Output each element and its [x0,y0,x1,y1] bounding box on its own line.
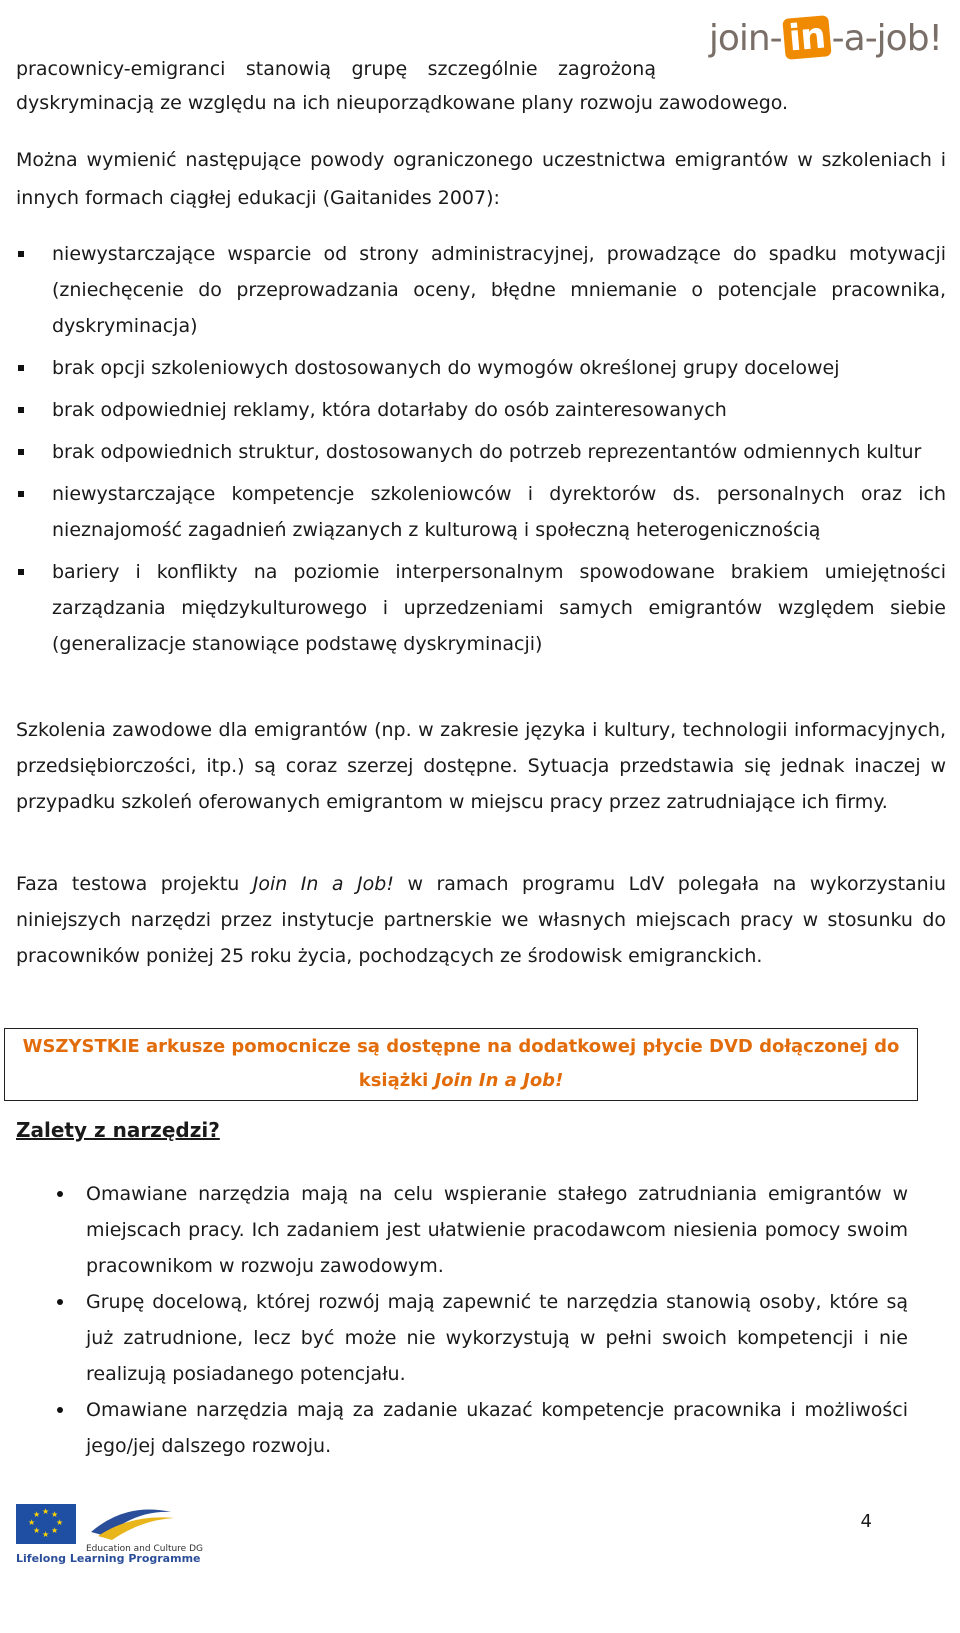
eu-flag-icon: ★ ★ ★ ★ ★ ★ ★ ★ [16,1504,76,1544]
reasons-list [16,236,946,668]
list-item: niewystarczające kompetencje szkoleniowców i dyrektorów ds. personalnych oraz ich nieznajomość zagadnień związanych z kulturową i społeczną heterogenicznością [16,476,946,548]
intro-line-2: dyskryminacją ze względu na ich nieuporządkowane plany rozwoju zawodowego. [16,92,789,114]
bullet-icon [57,1407,63,1413]
bullet-icon [57,1299,63,1305]
project-name: Join In a Job! [252,873,394,895]
list-item: Grupę docelową, której rozwój mają zapewnić te narzędzia stanowią osoby, które są już zatrudnione, lecz być może nie wykorzystują w pełni swoich kompetencji i nie realizują posiadanego potencjału. [16,1284,908,1392]
list-item: brak odpowiedniej reklamy, która dotarłaby do osób zainteresowanych [16,392,946,428]
intro-line-1: pracownicy-emigranci stanowią grupę szczególnie zagrożoną [16,58,656,80]
programme-label: Lifelong Learning Programme [16,1552,201,1565]
page-number: 4 [860,1511,872,1532]
square-bullet-icon [18,569,24,575]
advantages-list [16,1176,908,1464]
intro-paragraph [16,52,946,120]
square-bullet-icon [18,251,24,257]
join-in-a-job-logo: join- in -a-job! [708,15,942,60]
list-item: Omawiane narzędzia mają za zadanie ukazać kompetencje pracownika i możliwości jego/jej dalszego rozwoju. [16,1392,908,1464]
test-phase-paragraph: Faza testowa projektu Join In a Job! w ramach programu LdV polegała na wykorzystaniu niniejszych narzędzi przez instytucje partnerskie we własnych miejscach pracy w stosunku do pracowników poniżej 25 roku życia, pochodzących ze środowisk emigranckich. [16,873,946,967]
list-item: Omawiane narzędzia mają na celu wspieranie stałego zatrudniania emigrantów w miejscach pracy. Ich zadaniem jest ułatwienie pracodawcom niesienia pomocy swoim pracownikom w rozwoju zawodowym. [16,1176,908,1284]
bullet-icon [57,1191,63,1197]
dvd-note-box: WSZYSTKIE arkusze pomocnicze są dostępne na dodatkowej płycie DVD dołączonej do książki Join In a Job! [4,1028,918,1101]
square-bullet-icon [18,491,24,497]
footer-logos [12,1500,212,1620]
dg-label: Education and Culture DG [86,1544,203,1554]
list-item: bariery i konflikty na poziomie interpersonalnym spowodowane brakiem umiejętności zarządzania międzykulturowego i uprzedzeniami samych emigrantów względem siebie (generalizacje stanowiące podstawę dyskryminacji) [16,554,946,662]
training-paragraph: Szkolenia zawodowe dla emigrantów (np. w zakresie języka i kultury, technologii informacyjnych, przedsiębiorczości, itp.) są coraz szerzej dostępne. Sytuacja przedstawia się jednak inaczej w przypadku szkoleń oferowanych emigrantom w miejscu pracy przez zatrudniające ich firmy. [16,719,946,813]
square-bullet-icon [18,449,24,455]
book-title: Join In a Job! [434,1070,564,1091]
reasons-intro-paragraph: Można wymienić następujące powody ograniczonego uczestnictwa emigrantów w szkoleniach i innych formach ciągłej edukacji (Gaitanides 2007): [16,149,946,209]
square-bullet-icon [18,407,24,413]
list-item: niewystarczające wsparcie od strony administracyjnej, prowadzące do spadku motywacji (zniechęcenie do przeprowadzania oceny, błędne mniemanie o potencjale pracownika, dyskryminacja) [16,236,946,344]
list-item: brak opcji szkoleniowych dostosowanych do wymogów określonej grupy docelowej [16,350,946,386]
education-culture-dg-icon [86,1502,176,1542]
list-item: brak odpowiednich struktur, dostosowanych do potrzeb reprezentantów odmiennych kultur [16,434,946,470]
section-heading: Zalety z narzędzi? [16,1118,220,1142]
square-bullet-icon [18,365,24,371]
